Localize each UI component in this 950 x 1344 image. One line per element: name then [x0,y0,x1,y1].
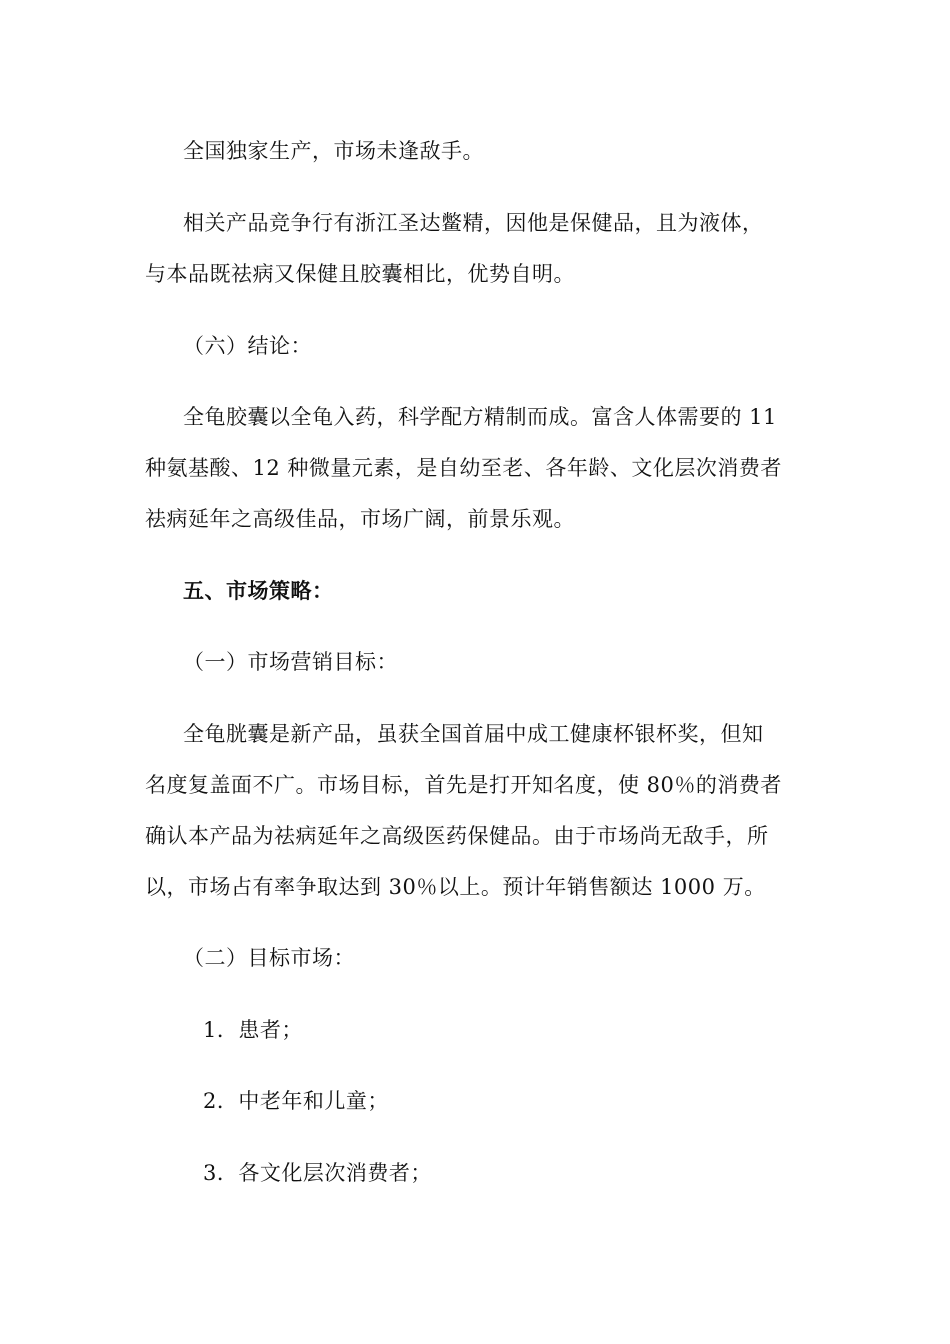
list-item: 3．各文化层次消费者； [203,1161,432,1185]
section-heading: 五、市场策略： [183,578,334,603]
paragraph-line: 与本品既祛病又保健且胶囊相比，优势自明。 [145,262,575,286]
paragraph-line: 相关产品竞争行有浙江圣达鳖精，因他是保健品，且为液体， [183,211,764,235]
paragraph-line: 全龟胶囊以全龟入药，科学配方精制而成。富含人体需要的 11 [183,405,777,429]
subheading-six: （六）结论： [183,334,312,358]
paragraph-line: 全龟胱囊是新产品，虽获全国首届中成工健康杯银杯奖，但知 [183,722,764,746]
paragraph-line: 确认本产品为祛病延年之高级医药保健品。由于市场尚无敌手，所 [145,824,769,848]
list-item: 2．中老年和儿童； [203,1089,389,1113]
paragraph-line: 全国独家生产，市场未逢敌手。 [183,139,484,163]
list-item: 1．患者； [203,1018,303,1042]
subheading-two: （二）目标市场： [183,946,355,970]
paragraph-line: 祛病延年之高级佳品，市场广阔，前景乐观。 [145,507,575,531]
subheading-one: （一）市场营销目标： [183,650,398,674]
paragraph-line: 以，市场占有率争取达到 30％以上。预计年销售额达 1000 万。 [145,875,766,899]
paragraph-line: 名度复盖面不广。市场目标，首先是打开知名度，使 80％的消费者 [145,773,782,797]
paragraph-line: 种氨基酸、12 种微量元素，是自幼至老、各年龄、文化层次消费者 [145,456,782,480]
